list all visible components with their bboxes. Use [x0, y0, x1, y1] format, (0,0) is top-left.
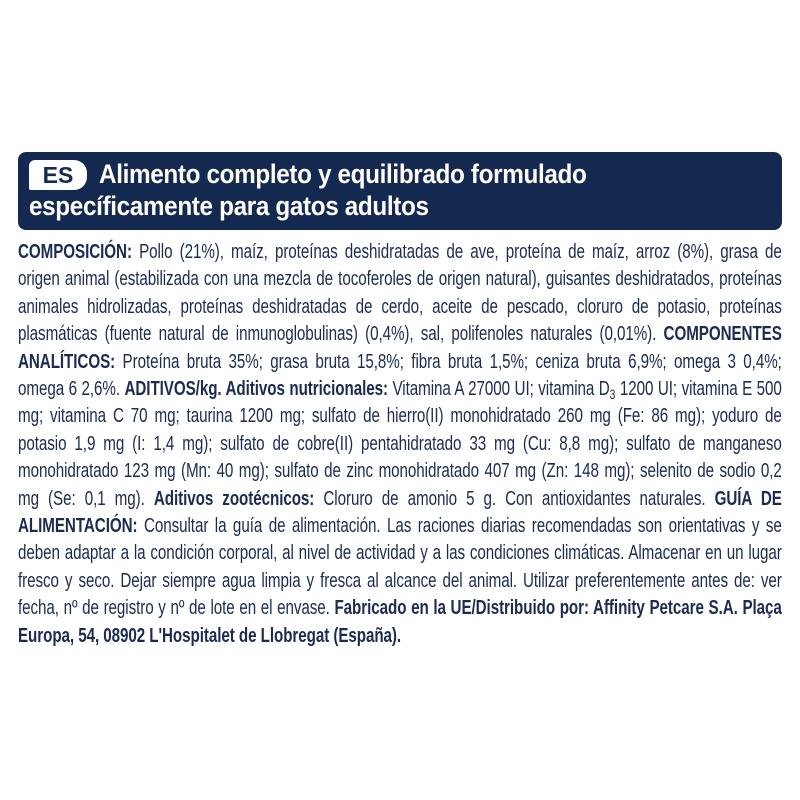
header-title-row2: [29, 191, 772, 222]
es-language-badge: ES: [29, 160, 87, 190]
header-title-line1: Alimento completo y equilibrado formulado: [99, 159, 587, 189]
header-title-row: [29, 159, 772, 190]
header-title-line2: específicamente para gatos adultos: [29, 191, 429, 221]
label-body-text: COMPOSICIÓN: Pollo (21%), maíz, proteínas deshidratadas de ave, proteína de maíz, arroz (8%), grasa de origen animal (estabilizada con una mezcla de tocoferoles de origen natural), guisantes deshidratados, proteínas animales hidrolizadas, proteínas deshidratadas de cerdo, aceite de pescado, cloruro de potasio, proteínas plasmáticas (fuente natural de inmunoglobulinas) (0,4%), sal, polifenoles naturales (0,01%). COMPONENTES ANALÍTICOS: Proteína bruta 35%; grasa bruta 15,8%; fibra bruta 1,5%; ceniza bruta 6,9%; omega 3 0,4%; omega 6 2,6%. ADITIVOS/kg. Aditivos nutricionales: Vitamina A 27000 UI; vitamina $D_3$ 1200 UI; vitamina E 500 mg; vitamina C 70 mg; taurina 1200 mg; sulfato de hierro(II) monohidratado 260 mg (Fe: 86 mg); yoduro de potasio 1,9 mg (I: 1,4 mg); sulfato de cobre(II) pentahidratado 33 mg (Cu: 8,8 mg); sulfato de manganeso monohidratado 123 mg (Mn: 40 mg); sulfato de zinc monohidratado 407 mg (Zn: 148 mg); selenito de sodio 0,2 mg (Se: 0,1 mg). Aditivos zootécnicos: Cloruro de amonio 5 g. Con antioxidantes naturales. GUÍA DE ALIMENTACIÓN: Consultar la guía de alimentación. Las raciones diarias recomendadas son orientativas y se deben adaptar a la condición corporal, al nivel de actividad y a las condiciones climáticas. Almacenar en un lugar fresco y seco. Dejar siempre agua limpia y fresca al alcance del animal. Utilizar preferentemente antes de: ver fecha, nº de registro y nº de lote en el envase. Fabricado en la UE/Distribuido por: Affinity Petcare S.A. Plaça Europa, 54, 08902 L'Hospitalet de Llobregat (España).: [18, 241, 782, 647]
header-banner: [18, 152, 782, 230]
